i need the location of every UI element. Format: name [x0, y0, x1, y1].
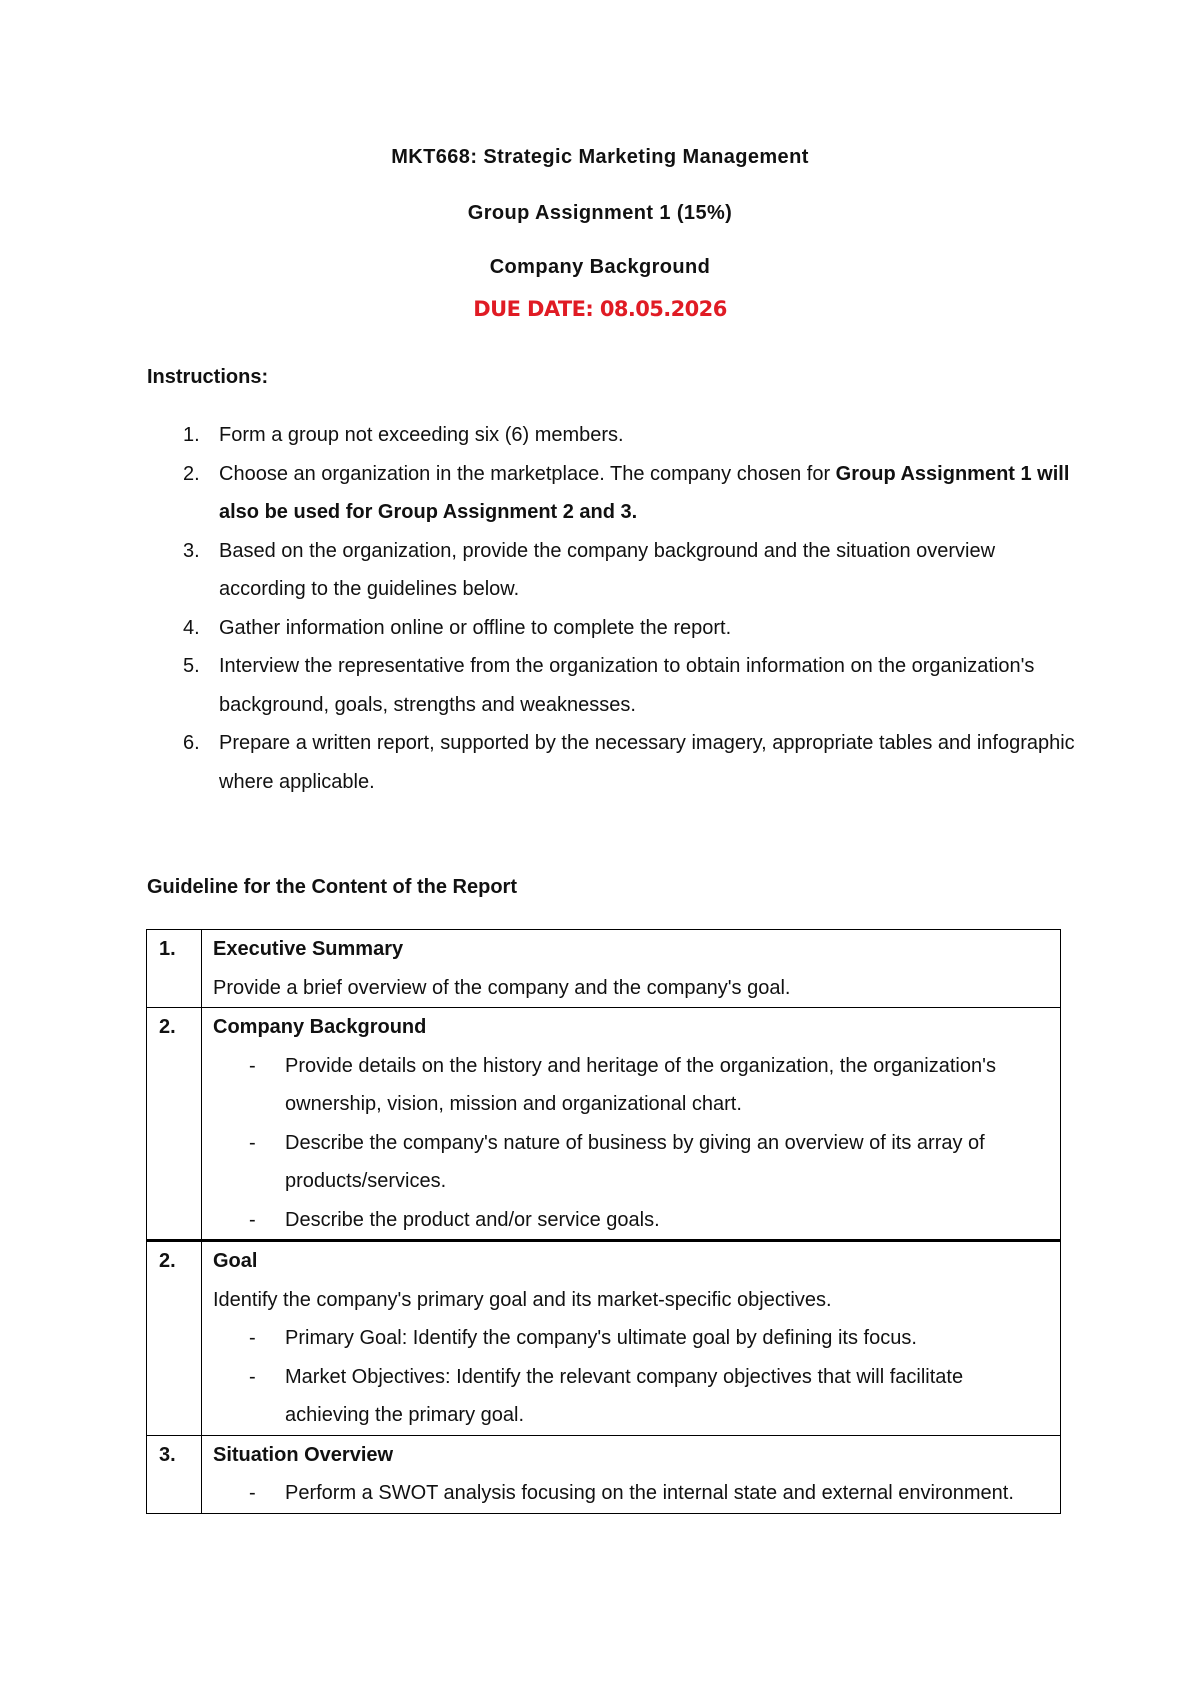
- list-item: [213, 1358, 1048, 1435]
- section-title: Situation Overview: [213, 1443, 394, 1466]
- instruction-item: [0, 647, 1200, 724]
- guideline-heading: Guideline for the Content of the Report: [147, 876, 517, 898]
- instruction-number: 6.: [183, 732, 200, 754]
- section-title: Goal: [213, 1250, 258, 1272]
- instruction-number: 4.: [183, 616, 200, 639]
- instruction-text: Choose an organization in the marketplace. The company chosen for: [219, 462, 836, 485]
- row-content: [202, 930, 1061, 1008]
- table-row: [147, 1241, 1061, 1436]
- list-item: [213, 1474, 1048, 1513]
- row-number: 2.: [147, 1008, 202, 1241]
- row-content: [202, 1008, 1061, 1241]
- bullet-text: Describe the product and/or service goals.: [285, 1208, 660, 1231]
- instruction-text: Prepare a written report, supported by the necessary imagery, appropriate tables and infographic where applicable.: [219, 732, 1075, 793]
- row-content: [202, 1241, 1061, 1436]
- dash-bullet: -: [249, 1054, 256, 1077]
- instruction-text: Interview the representative from the organization to obtain information on the organization's background, goals, strengths and weaknesses.: [219, 655, 1035, 716]
- dash-bullet: -: [249, 1365, 256, 1388]
- list-item: [213, 1201, 1048, 1240]
- instruction-item: [0, 724, 1200, 801]
- instruction-text: Based on the organization, provide the company background and the situation overview according to the guidelines below.: [219, 539, 996, 600]
- section-description: Identify the company's primary goal and its market-specific objectives.: [213, 1288, 832, 1311]
- row-number: 2.: [147, 1241, 202, 1436]
- instruction-number: 1.: [183, 424, 200, 446]
- bullet-list: [213, 1474, 1048, 1513]
- section-title: Company Background: [213, 1016, 427, 1038]
- dash-bullet: -: [249, 1482, 256, 1504]
- bullet-list: [213, 1319, 1048, 1435]
- list-item: [213, 1047, 1048, 1124]
- instruction-bold-text: Group Assignment 1 will also be used for Group Assignment 2 and 3.: [219, 462, 1070, 523]
- section-title: Executive Summary: [213, 938, 404, 960]
- section-description: Provide a brief overview of the company and the company's goal.: [213, 976, 791, 999]
- bullet-text: Market Objectives: Identify the relevant company objectives that will facilitate achieving the primary goal.: [285, 1365, 964, 1426]
- bullet-text: Perform a SWOT analysis focusing on the internal state and external environment.: [285, 1482, 1014, 1504]
- list-item: [213, 1319, 1048, 1358]
- instructions-heading: Instructions:: [147, 366, 269, 388]
- table-row: [147, 930, 1061, 1008]
- instruction-number: 2.: [183, 462, 200, 485]
- guideline-table: [146, 929, 1061, 1514]
- bullet-text: Provide details on the history and heritage of the organization, the organization's ownership, vision, mission and organizational chart.: [285, 1054, 996, 1115]
- assignment-title: Group Assignment 1 (15%): [467, 202, 733, 224]
- course-title: MKT668: Strategic Marketing Management: [391, 146, 809, 168]
- assignment-subtitle: Company Background: [489, 256, 711, 278]
- instruction-number: 3.: [183, 539, 200, 562]
- instruction-item: [0, 455, 1200, 532]
- dash-bullet: -: [249, 1131, 256, 1154]
- row-content: [202, 1435, 1061, 1513]
- table-row: [147, 1435, 1061, 1513]
- due-date: DUE DATE: 08.05.2026: [473, 297, 727, 321]
- list-item: [213, 1124, 1048, 1201]
- table-row: [147, 1008, 1061, 1241]
- row-number: 3.: [147, 1435, 202, 1513]
- dash-bullet: -: [249, 1327, 256, 1349]
- instruction-number: 5.: [183, 655, 200, 677]
- instruction-item: [0, 416, 1200, 455]
- instruction-item: [0, 532, 1200, 609]
- row-number: 1.: [147, 930, 202, 1008]
- instruction-text: Form a group not exceeding six (6) members.: [219, 424, 624, 446]
- instruction-text: Gather information online or offline to complete the report.: [219, 616, 732, 639]
- bullet-text: Describe the company's nature of business by giving an overview of its array of products/services.: [285, 1131, 985, 1192]
- instructions-list: [0, 416, 1200, 801]
- dash-bullet: -: [249, 1208, 256, 1231]
- instruction-item: [0, 609, 1200, 648]
- bullet-list: [213, 1047, 1048, 1240]
- bullet-text: Primary Goal: Identify the company's ultimate goal by defining its focus.: [285, 1327, 917, 1349]
